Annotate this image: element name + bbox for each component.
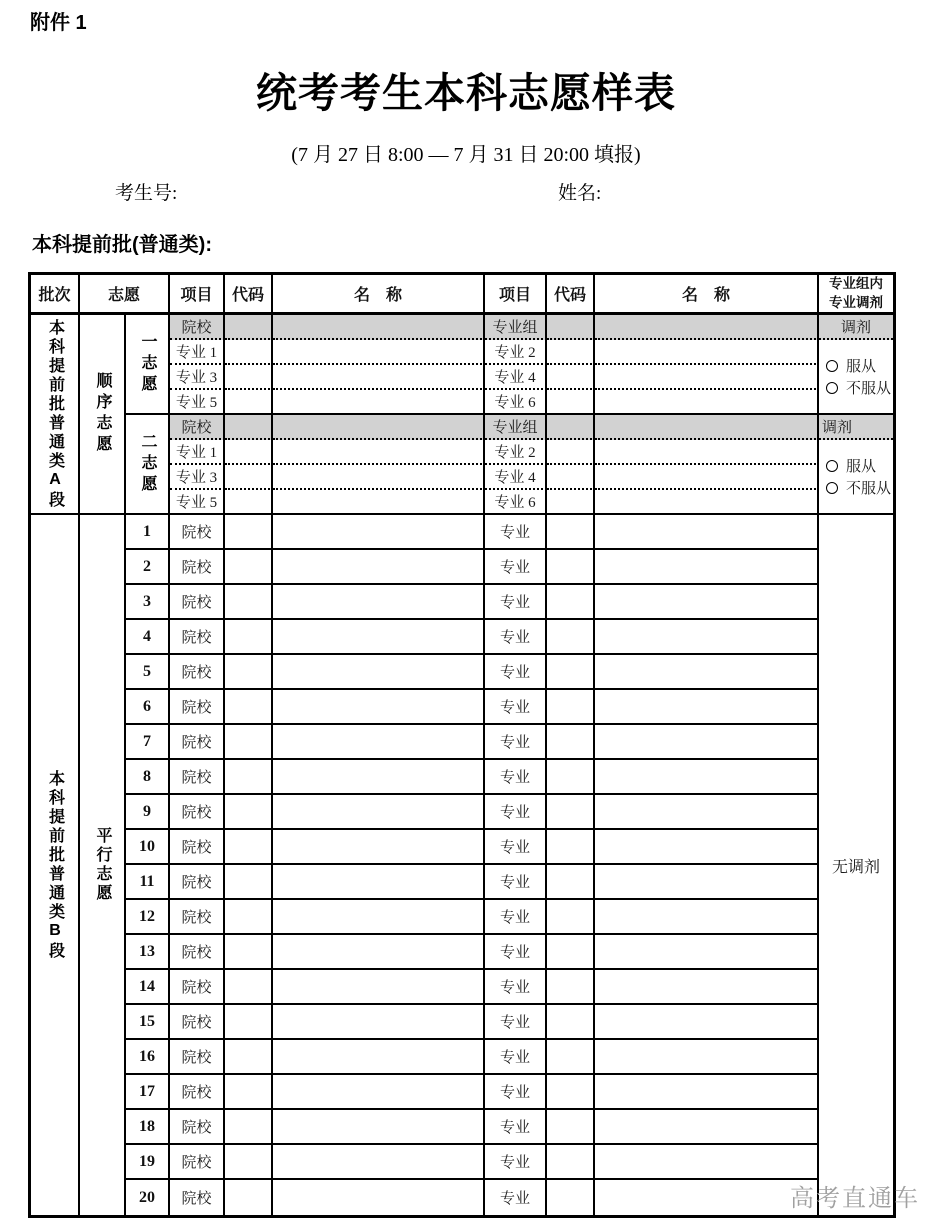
name-blank-cell bbox=[273, 550, 485, 585]
code-blank-cell bbox=[225, 390, 273, 415]
code-blank-cell bbox=[547, 690, 595, 725]
college-item-cell: 院校 bbox=[170, 1145, 225, 1180]
college-item-cell: 院校 bbox=[170, 725, 225, 760]
college-item-cell: 院校 bbox=[170, 865, 225, 900]
code-blank-cell bbox=[547, 315, 595, 340]
college-item-cell: 院校 bbox=[170, 585, 225, 620]
code-blank-cell bbox=[547, 725, 595, 760]
code-blank-cell bbox=[225, 725, 273, 760]
name-blank-cell bbox=[273, 465, 485, 490]
table-row bbox=[31, 1110, 893, 1145]
major-item-cell: 专业 6 bbox=[485, 490, 547, 515]
major-item-cell: 专业 4 bbox=[485, 365, 547, 390]
volunteer-type-label-b: 平行志愿 bbox=[94, 827, 111, 903]
code-blank-cell bbox=[225, 415, 273, 440]
watermark: 高考直通车 bbox=[790, 1186, 920, 1212]
college-item-cell: 院校 bbox=[170, 620, 225, 655]
major-item-cell: 专业 bbox=[485, 1040, 547, 1075]
batch-cell-section-b bbox=[31, 515, 80, 1215]
name-blank-cell bbox=[595, 315, 819, 340]
table-row bbox=[31, 415, 893, 440]
college-item-cell: 院校 bbox=[170, 690, 225, 725]
code-blank-cell bbox=[225, 340, 273, 365]
volunteer-type-cell-a bbox=[80, 315, 126, 515]
major-group-item-cell: 专业组 bbox=[485, 315, 547, 340]
major-item-cell: 专业 bbox=[485, 760, 547, 795]
radio-option-label: 服从 bbox=[846, 459, 877, 475]
name-blank-cell bbox=[595, 415, 819, 440]
major-item-cell: 专业 3 bbox=[170, 465, 225, 490]
header-name-2: 名 称 bbox=[595, 275, 819, 315]
major-item-cell: 专业 2 bbox=[485, 440, 547, 465]
code-blank-cell bbox=[225, 365, 273, 390]
code-blank-cell bbox=[225, 970, 273, 1005]
table-row bbox=[31, 1180, 893, 1215]
row-number-cell: 18 bbox=[126, 1110, 170, 1145]
code-blank-cell bbox=[225, 655, 273, 690]
college-item-cell: 院校 bbox=[170, 550, 225, 585]
table-row bbox=[31, 970, 893, 1005]
code-blank-cell bbox=[225, 830, 273, 865]
row-number-cell: 16 bbox=[126, 1040, 170, 1075]
major-item-cell: 专业 bbox=[485, 1075, 547, 1110]
code-blank-cell bbox=[225, 1075, 273, 1110]
code-blank-cell bbox=[225, 900, 273, 935]
name-blank-cell bbox=[273, 440, 485, 465]
table-row bbox=[31, 725, 893, 760]
table-row bbox=[31, 1040, 893, 1075]
code-blank-cell bbox=[225, 1180, 273, 1215]
college-item-cell: 院校 bbox=[170, 830, 225, 865]
header-volunteer: 志愿 bbox=[80, 275, 170, 315]
adjustment-header-cell: 调剂 bbox=[819, 315, 893, 340]
table-row bbox=[31, 620, 893, 655]
name-blank-cell bbox=[273, 900, 485, 935]
code-blank-cell bbox=[225, 515, 273, 550]
code-blank-cell bbox=[547, 830, 595, 865]
major-item-cell: 专业 bbox=[485, 935, 547, 970]
name-blank-cell bbox=[273, 1180, 485, 1215]
name-label: 姓名: bbox=[558, 183, 602, 204]
table-row bbox=[31, 865, 893, 900]
row-number-cell: 10 bbox=[126, 830, 170, 865]
row-number-cell: 6 bbox=[126, 690, 170, 725]
candidate-number-label: 考生号: bbox=[115, 183, 178, 204]
code-blank-cell bbox=[547, 935, 595, 970]
header-item-2: 项目 bbox=[485, 275, 547, 315]
name-blank-cell bbox=[273, 690, 485, 725]
code-blank-cell bbox=[225, 620, 273, 655]
code-blank-cell bbox=[547, 620, 595, 655]
section-heading: 本科提前批(普通类): bbox=[32, 234, 212, 256]
major-item-cell: 专业 bbox=[485, 725, 547, 760]
radio-option-obey[interactable] bbox=[826, 455, 893, 477]
name-blank-cell bbox=[273, 970, 485, 1005]
name-blank-cell bbox=[273, 1075, 485, 1110]
row-number-cell: 9 bbox=[126, 795, 170, 830]
radio-icon bbox=[826, 382, 838, 394]
name-blank-cell bbox=[595, 1145, 819, 1180]
name-blank-cell bbox=[595, 1110, 819, 1145]
name-blank-cell bbox=[273, 340, 485, 365]
row-number-cell: 5 bbox=[126, 655, 170, 690]
table-row bbox=[31, 760, 893, 795]
table-row bbox=[31, 1145, 893, 1180]
name-blank-cell bbox=[595, 690, 819, 725]
name-blank-cell bbox=[273, 865, 485, 900]
major-item-cell: 专业 bbox=[485, 970, 547, 1005]
header-adjustment-line2: 专业调剂 bbox=[829, 294, 884, 310]
table-row bbox=[31, 1075, 893, 1110]
major-item-cell: 专业 bbox=[485, 1180, 547, 1215]
name-blank-cell bbox=[595, 970, 819, 1005]
name-blank-cell bbox=[273, 490, 485, 515]
code-blank-cell bbox=[547, 390, 595, 415]
name-blank-cell bbox=[595, 440, 819, 465]
row-number-cell: 3 bbox=[126, 585, 170, 620]
code-blank-cell bbox=[225, 1110, 273, 1145]
row-number-cell: 8 bbox=[126, 760, 170, 795]
major-item-cell: 专业 bbox=[485, 515, 547, 550]
header-code-1: 代码 bbox=[225, 275, 273, 315]
college-item-cell: 院校 bbox=[170, 1075, 225, 1110]
major-item-cell: 专业 6 bbox=[485, 390, 547, 415]
row-number-cell: 12 bbox=[126, 900, 170, 935]
college-item-cell: 院校 bbox=[170, 1180, 225, 1215]
college-item-cell: 院校 bbox=[170, 970, 225, 1005]
radio-icon bbox=[826, 482, 838, 494]
code-blank-cell bbox=[225, 690, 273, 725]
row-number-cell: 15 bbox=[126, 1005, 170, 1040]
table-row bbox=[31, 1005, 893, 1040]
radio-option-refuse[interactable] bbox=[826, 477, 893, 499]
code-blank-cell bbox=[225, 760, 273, 795]
table-row bbox=[31, 830, 893, 865]
major-item-cell: 专业 2 bbox=[485, 340, 547, 365]
major-item-cell: 专业 bbox=[485, 690, 547, 725]
college-item-cell: 院校 bbox=[170, 900, 225, 935]
first-choice-label: 一志愿 bbox=[139, 332, 156, 396]
table-row bbox=[31, 690, 893, 725]
name-blank-cell bbox=[273, 830, 485, 865]
table-header-row bbox=[31, 275, 893, 315]
radio-icon bbox=[826, 360, 838, 372]
header-code-2: 代码 bbox=[547, 275, 595, 315]
college-item-cell: 院校 bbox=[170, 935, 225, 970]
major-item-cell: 专业 1 bbox=[170, 440, 225, 465]
batch-label-a: 本科提前批普通类A段 bbox=[46, 318, 64, 510]
name-blank-cell bbox=[273, 585, 485, 620]
table-row bbox=[31, 315, 893, 340]
code-blank-cell bbox=[547, 490, 595, 515]
attachment-label: 附件 1 bbox=[30, 12, 87, 34]
header-item-1: 项目 bbox=[170, 275, 225, 315]
radio-option-label: 服从 bbox=[846, 359, 877, 375]
filing-period-subtitle: (7 月 27 日 8:00 — 7 月 31 日 20:00 填报) bbox=[291, 144, 641, 166]
name-blank-cell bbox=[595, 390, 819, 415]
code-blank-cell bbox=[547, 340, 595, 365]
table-row bbox=[31, 515, 893, 550]
major-group-item-cell: 专业组 bbox=[485, 415, 547, 440]
code-blank-cell bbox=[547, 970, 595, 1005]
table-row bbox=[31, 655, 893, 690]
table-row bbox=[31, 795, 893, 830]
no-adjustment-cell: 无调剂 bbox=[832, 858, 881, 876]
header-adjustment bbox=[819, 275, 893, 315]
code-blank-cell bbox=[547, 1180, 595, 1215]
major-item-cell: 专业 bbox=[485, 1145, 547, 1180]
code-blank-cell bbox=[547, 1005, 595, 1040]
code-blank-cell bbox=[547, 515, 595, 550]
page-title: 统考考生本科志愿样表 bbox=[256, 70, 676, 116]
row-number-cell: 1 bbox=[126, 515, 170, 550]
row-number-cell: 17 bbox=[126, 1075, 170, 1110]
second-choice-label: 二志愿 bbox=[139, 432, 156, 496]
major-item-cell: 专业 bbox=[485, 1110, 547, 1145]
college-item-cell: 院校 bbox=[170, 1040, 225, 1075]
name-blank-cell bbox=[273, 390, 485, 415]
major-item-cell: 专业 bbox=[485, 620, 547, 655]
college-item-cell: 院校 bbox=[170, 655, 225, 690]
code-blank-cell bbox=[547, 415, 595, 440]
code-blank-cell bbox=[225, 1040, 273, 1075]
radio-option-refuse[interactable] bbox=[826, 377, 893, 399]
adjustment-options-cell bbox=[819, 340, 893, 415]
name-blank-cell bbox=[273, 415, 485, 440]
volunteer-type-label-a: 顺序志愿 bbox=[94, 372, 111, 456]
volunteer-form-table bbox=[28, 272, 896, 1218]
row-number-cell: 14 bbox=[126, 970, 170, 1005]
name-blank-cell bbox=[595, 1075, 819, 1110]
row-number-cell: 13 bbox=[126, 935, 170, 970]
radio-option-label: 不服从 bbox=[846, 481, 892, 497]
name-blank-cell bbox=[595, 1040, 819, 1075]
code-blank-cell bbox=[225, 795, 273, 830]
college-item-cell: 院校 bbox=[170, 1110, 225, 1145]
code-blank-cell bbox=[225, 490, 273, 515]
adjustment-header-cell: 调剂 bbox=[819, 415, 893, 440]
name-blank-cell bbox=[595, 760, 819, 795]
code-blank-cell bbox=[547, 760, 595, 795]
name-blank-cell bbox=[273, 1145, 485, 1180]
table-row bbox=[31, 585, 893, 620]
header-batch: 批次 bbox=[31, 275, 80, 315]
name-blank-cell bbox=[273, 795, 485, 830]
name-blank-cell bbox=[595, 515, 819, 550]
header-name-1: 名 称 bbox=[273, 275, 485, 315]
major-item-cell: 专业 bbox=[485, 900, 547, 935]
name-blank-cell bbox=[595, 900, 819, 935]
name-blank-cell bbox=[595, 655, 819, 690]
major-item-cell: 专业 5 bbox=[170, 490, 225, 515]
first-choice-cell bbox=[126, 315, 170, 415]
name-blank-cell bbox=[273, 1005, 485, 1040]
major-item-cell: 专业 bbox=[485, 550, 547, 585]
code-blank-cell bbox=[547, 900, 595, 935]
name-blank-cell bbox=[273, 1040, 485, 1075]
row-number-cell: 20 bbox=[126, 1180, 170, 1215]
code-blank-cell bbox=[547, 1040, 595, 1075]
second-choice-cell bbox=[126, 415, 170, 515]
code-blank-cell bbox=[225, 865, 273, 900]
name-blank-cell bbox=[595, 795, 819, 830]
name-blank-cell bbox=[273, 315, 485, 340]
header-adjustment-line1: 专业组内 bbox=[829, 276, 884, 292]
name-blank-cell bbox=[273, 760, 485, 795]
code-blank-cell bbox=[547, 1145, 595, 1180]
row-number-cell: 4 bbox=[126, 620, 170, 655]
major-item-cell: 专业 1 bbox=[170, 340, 225, 365]
adjustment-options-cell bbox=[819, 440, 893, 515]
batch-label-b: 本科提前批普通类B段 bbox=[46, 769, 64, 961]
name-blank-cell bbox=[273, 935, 485, 970]
code-blank-cell bbox=[547, 795, 595, 830]
radio-option-obey[interactable] bbox=[826, 355, 893, 377]
major-item-cell: 专业 bbox=[485, 655, 547, 690]
major-item-cell: 专业 3 bbox=[170, 365, 225, 390]
college-item-cell: 院校 bbox=[170, 795, 225, 830]
table-row bbox=[31, 550, 893, 585]
code-blank-cell bbox=[547, 585, 595, 620]
name-blank-cell bbox=[595, 1005, 819, 1040]
code-blank-cell bbox=[225, 315, 273, 340]
row-number-cell: 19 bbox=[126, 1145, 170, 1180]
college-item-cell: 院校 bbox=[170, 315, 225, 340]
code-blank-cell bbox=[547, 465, 595, 490]
name-blank-cell bbox=[595, 725, 819, 760]
name-blank-cell bbox=[595, 865, 819, 900]
name-blank-cell bbox=[595, 340, 819, 365]
row-number-cell: 11 bbox=[126, 865, 170, 900]
row-number-cell: 2 bbox=[126, 550, 170, 585]
name-blank-cell bbox=[273, 365, 485, 390]
name-blank-cell bbox=[595, 550, 819, 585]
radio-option-label: 不服从 bbox=[846, 381, 892, 397]
code-blank-cell bbox=[547, 365, 595, 390]
code-blank-cell bbox=[547, 865, 595, 900]
major-item-cell: 专业 bbox=[485, 585, 547, 620]
name-blank-cell bbox=[273, 1110, 485, 1145]
name-blank-cell bbox=[273, 515, 485, 550]
major-item-cell: 专业 bbox=[485, 1005, 547, 1040]
code-blank-cell bbox=[547, 550, 595, 585]
code-blank-cell bbox=[225, 550, 273, 585]
college-item-cell: 院校 bbox=[170, 760, 225, 795]
major-item-cell: 专业 5 bbox=[170, 390, 225, 415]
code-blank-cell bbox=[225, 465, 273, 490]
major-item-cell: 专业 4 bbox=[485, 465, 547, 490]
name-blank-cell bbox=[595, 490, 819, 515]
major-item-cell: 专业 bbox=[485, 830, 547, 865]
name-blank-cell bbox=[595, 935, 819, 970]
batch-cell-section-a bbox=[31, 315, 80, 515]
name-blank-cell bbox=[273, 655, 485, 690]
name-blank-cell bbox=[595, 1180, 819, 1215]
code-blank-cell bbox=[547, 1110, 595, 1145]
code-blank-cell bbox=[547, 655, 595, 690]
code-blank-cell bbox=[225, 935, 273, 970]
name-blank-cell bbox=[595, 365, 819, 390]
table-row bbox=[31, 900, 893, 935]
name-blank-cell bbox=[595, 830, 819, 865]
college-item-cell: 院校 bbox=[170, 415, 225, 440]
name-blank-cell bbox=[595, 585, 819, 620]
college-item-cell: 院校 bbox=[170, 1005, 225, 1040]
name-blank-cell bbox=[595, 620, 819, 655]
radio-icon bbox=[826, 460, 838, 472]
code-blank-cell bbox=[225, 1005, 273, 1040]
name-blank-cell bbox=[595, 465, 819, 490]
row-number-cell: 7 bbox=[126, 725, 170, 760]
major-item-cell: 专业 bbox=[485, 795, 547, 830]
name-blank-cell bbox=[273, 725, 485, 760]
code-blank-cell bbox=[225, 1145, 273, 1180]
major-item-cell: 专业 bbox=[485, 865, 547, 900]
code-blank-cell bbox=[225, 585, 273, 620]
table-row bbox=[31, 935, 893, 970]
volunteer-type-cell-b bbox=[80, 515, 126, 1215]
code-blank-cell bbox=[225, 440, 273, 465]
code-blank-cell bbox=[547, 1075, 595, 1110]
code-blank-cell bbox=[547, 440, 595, 465]
college-item-cell: 院校 bbox=[170, 515, 225, 550]
name-blank-cell bbox=[273, 620, 485, 655]
